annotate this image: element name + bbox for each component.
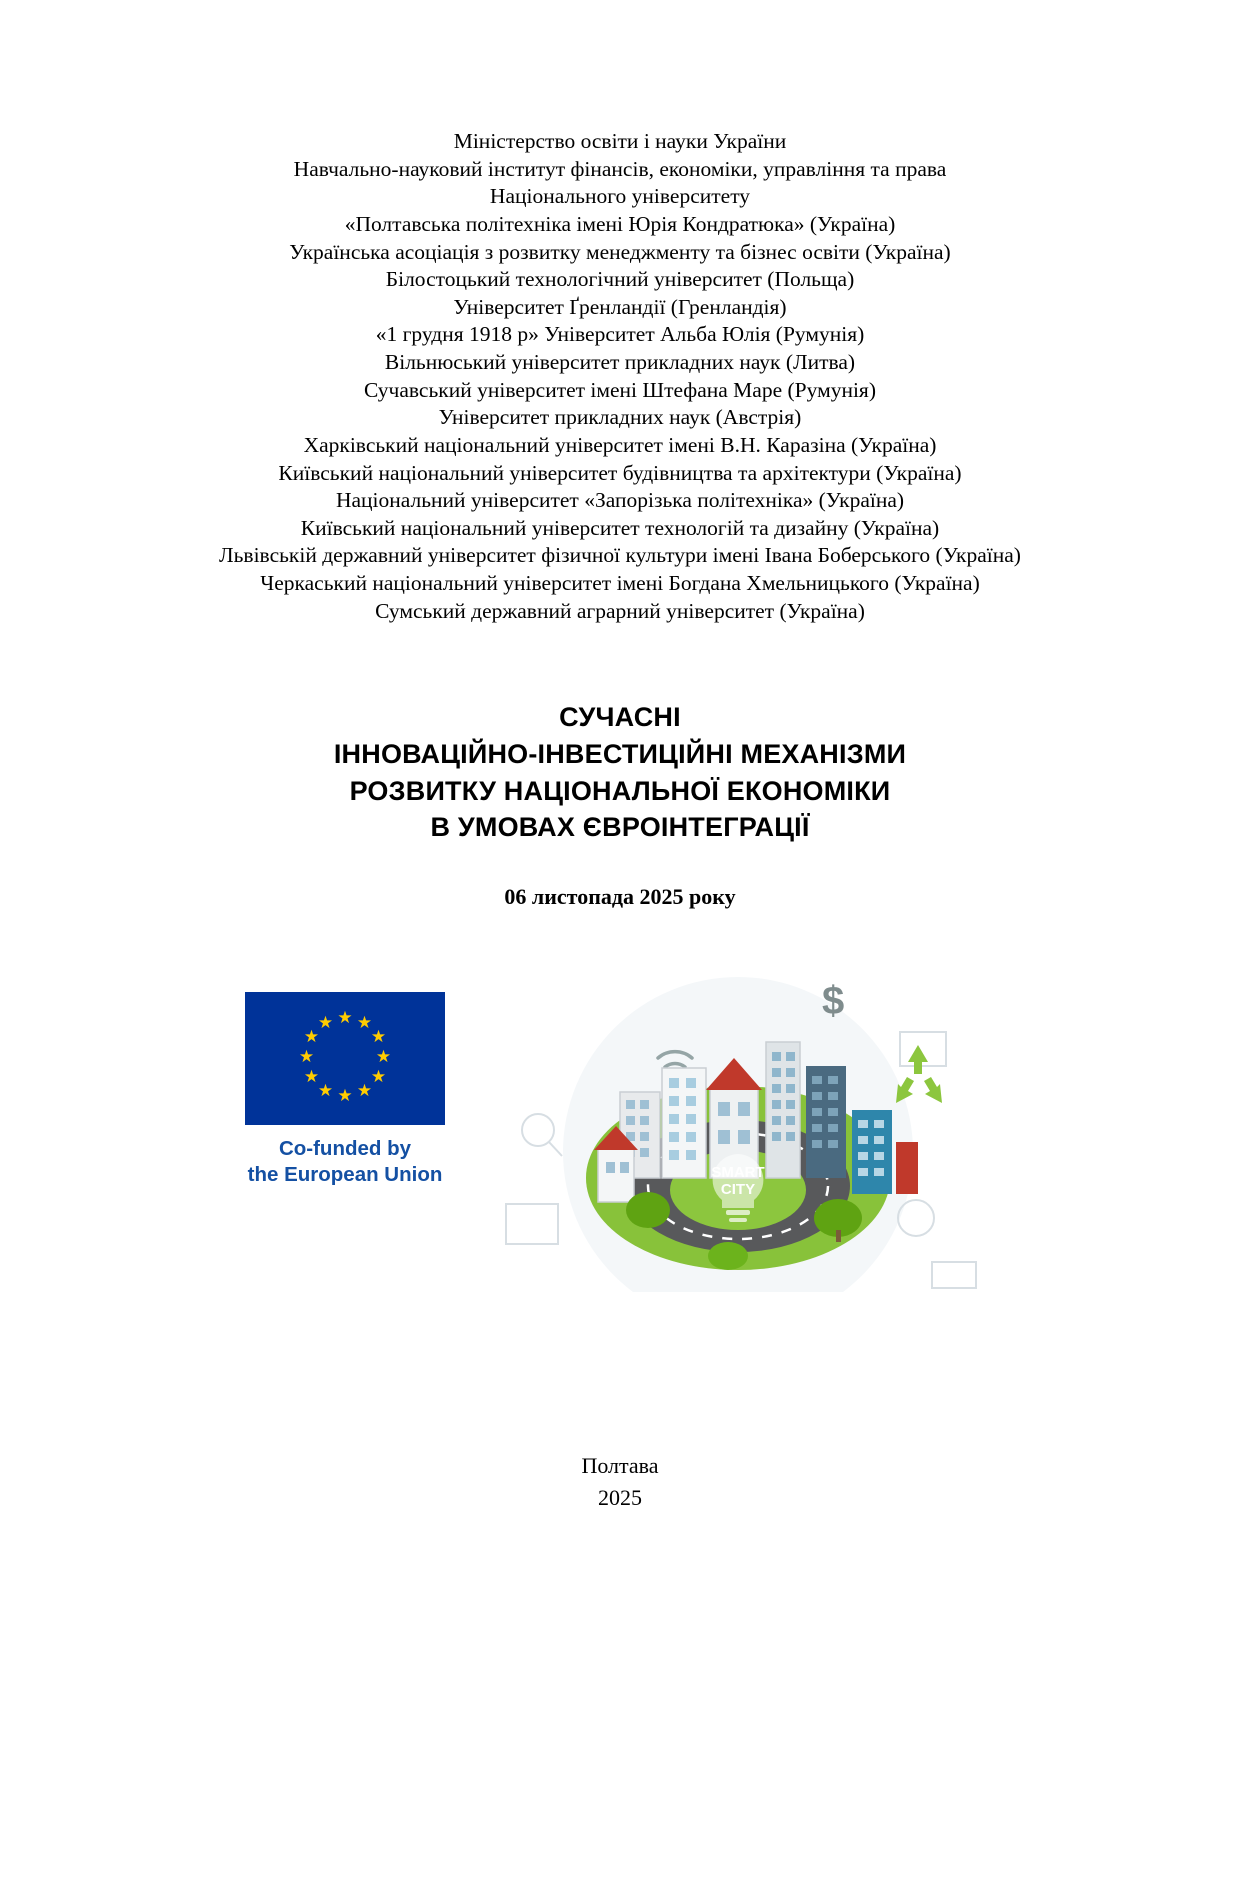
eu-star-icon: ★ xyxy=(375,1047,392,1067)
organizer-line: Національний університет «Запорізька політехніка» (Україна) xyxy=(335,488,905,513)
publication-city: Полтава xyxy=(581,1453,659,1478)
document-page xyxy=(0,128,1240,1882)
organizer-line: Вільнюський університет прикладних наук (Литва) xyxy=(384,350,856,374)
organizer-line: «Полтавська політехніка імені Юрія Кондратюка» (Україна) xyxy=(344,211,896,236)
eu-star-icon: ★ xyxy=(317,1013,334,1033)
organizer-line: Харківський національний університет імені В.Н. Каразіна (Україна) xyxy=(303,432,937,457)
buildings-center xyxy=(766,1042,800,1178)
organizer-line: Університет прикладних наук (Австрія) xyxy=(438,405,802,430)
publication-footer xyxy=(0,1450,1240,1514)
organizer-line: Черкаський національний університет імені Богдана Хмельницького (Україна) xyxy=(260,571,980,595)
eu-star-icon: ★ xyxy=(356,1081,373,1101)
organizer-line: Львівській державний університет фізичної культури імені Івана Боберського (Україна) xyxy=(219,543,1021,568)
organizer-line: Сучавський університет імені Штефана Маре (Румунія) xyxy=(364,377,876,402)
organizer-line: Національного університету xyxy=(489,184,751,209)
eu-caption-line-1: Co-funded by xyxy=(278,1137,412,1161)
organizer-line: Українська асоціація з розвитку менеджменту та бізнес освіти (Україна) xyxy=(289,239,951,264)
organizer-line: «1 грудня 1918 р» Університет Альба Юлія (Румунія) xyxy=(375,322,865,347)
organizer-line: Навчально-науковий інститут фінансів, економіки, управління та права xyxy=(293,156,947,181)
eu-star-icon: ★ xyxy=(370,1067,387,1087)
smart-city-illustration xyxy=(470,972,990,1292)
page-title xyxy=(0,699,1240,846)
title-line: В УМОВАХ ЄВРОІНТЕГРАЦІЇ xyxy=(430,812,810,843)
organizer-line: Університет Ґренландії (Гренландія) xyxy=(453,294,787,319)
eu-star-icon: ★ xyxy=(303,1067,320,1087)
eu-star-icon: ★ xyxy=(356,1013,373,1033)
organizer-line: Сумський державний аграрний університет (Україна) xyxy=(375,598,865,623)
eu-star-icon: ★ xyxy=(317,1081,334,1101)
city-label: CITY xyxy=(720,1181,756,1199)
title-line: ІННОВАЦІЙНО-ІНВЕСТИЦІЙНІ МЕХАНІЗМИ xyxy=(333,738,907,769)
eu-star-icon: ★ xyxy=(370,1027,387,1047)
eu-logo-caption xyxy=(240,1136,450,1188)
eu-star-icon: ★ xyxy=(303,1027,320,1047)
eu-star-icon: ★ xyxy=(337,1008,353,1028)
organizer-line: Київський національний університет будівництва та архітектури (Україна) xyxy=(278,460,962,485)
recycle-icon xyxy=(896,1045,942,1103)
eu-cofunded-logo xyxy=(240,992,470,1188)
publication-year: 2025 xyxy=(598,1484,642,1510)
smart-label: SMART xyxy=(711,1164,765,1182)
graphics-area xyxy=(0,972,1240,1302)
organizer-line: Білостоцький технологічний університет (Польща) xyxy=(385,267,855,292)
eu-star-icon: ★ xyxy=(337,1086,353,1106)
eu-caption-line-2: the European Union xyxy=(247,1163,443,1187)
event-date: 06 листопада 2025 року xyxy=(504,884,736,910)
title-line: РОЗВИТКУ НАЦІОНАЛЬНОЇ ЕКОНОМІКИ xyxy=(349,775,891,806)
svg-text:$: $ xyxy=(822,979,845,1024)
title-line: СУЧАСНІ xyxy=(559,702,681,733)
eu-star-icon: ★ xyxy=(298,1047,315,1067)
organizer-line: Міністерство освіти і науки України xyxy=(453,129,787,153)
eu-flag-icon xyxy=(245,992,445,1125)
dollar-icon xyxy=(822,979,844,1023)
organizers-list xyxy=(0,128,1240,625)
organizer-line: Київський національний університет технологій та дизайну (Україна) xyxy=(300,515,940,540)
